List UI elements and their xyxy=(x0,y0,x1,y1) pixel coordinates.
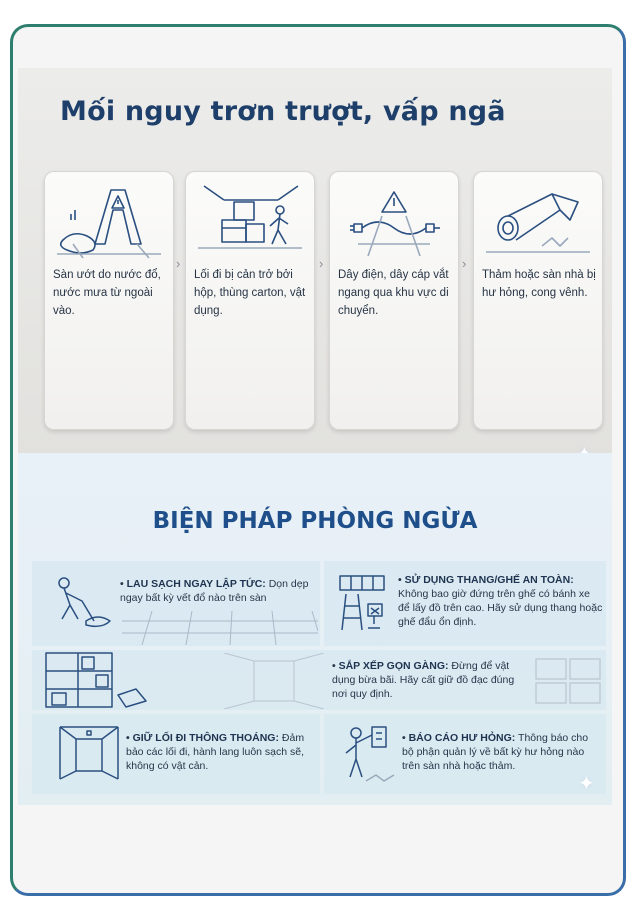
mopping-icon xyxy=(42,571,122,631)
item-heading: LAU SẠCH NGAY LẬP TỨC: xyxy=(126,578,266,590)
hazard-text: Thảm hoặc sàn nhà bị hư hỏng, cong vênh. xyxy=(482,269,596,299)
item-body: Không bao giờ đứng trên ghế có bánh xe để lấy đồ trên cao. Hãy sử dụng thang hoặc ghế đẩu ổn định. xyxy=(398,588,603,628)
clear-hallway-icon xyxy=(54,721,124,785)
cable-across-icon xyxy=(338,180,450,260)
hazard-text: Dây điện, dây cáp vắt ngang qua khu vực di chuyển. xyxy=(338,269,449,317)
hallway-decor xyxy=(224,653,324,709)
chevron-right-icon: › xyxy=(176,256,181,271)
item-body: Đảm bảo các lối đi, hành lang luôn sạch sẽ, không có vật cản. xyxy=(126,732,305,772)
wet-floor-sign-icon xyxy=(53,180,165,260)
item-body: Đừng để vật dụng bừa bãi. Hãy cất giữ đồ đạc đúng nơi quy định. xyxy=(332,660,515,700)
shelf-icon xyxy=(42,651,152,709)
hazards-section xyxy=(18,68,612,453)
item-body: Dọn dẹp ngay bất kỳ vết đổ nào trên sàn xyxy=(120,578,309,604)
hazard-card-cable xyxy=(329,171,459,430)
prevention-item: • SẮP XẾP GỌN GÀNG: Đừng để vật dụng bừa bãi. Hãy cất giữ đồ đạc đúng nơi quy định. xyxy=(332,660,515,700)
chevron-right-icon: › xyxy=(462,256,467,271)
prevention-item: • GIỮ LỐI ĐI THÔNG THOÁNG: Đảm bảo các lối đi, hành lang luôn sạch sẽ, không có vật cản. xyxy=(126,732,305,772)
chevron-right-icon: › xyxy=(319,256,324,271)
hazards-title: Mối nguy trơn trượt, vấp ngã xyxy=(60,96,506,127)
item-heading: SỬ DỤNG THANG/GHẾ AN TOÀN: xyxy=(404,574,574,586)
prevention-title: BIỆN PHÁP PHÒNG NGỪA xyxy=(152,508,478,534)
storage-shelf-decor xyxy=(534,657,602,705)
prevention-item: • SỬ DỤNG THANG/GHẾ AN TOÀN: Không bao giờ đứng trên ghế có bánh xe để lấy đồ trên cao. Hãy sử dụng thang hoặc ghế đẩu ổn định. xyxy=(398,574,603,628)
report-damage-icon xyxy=(336,721,400,787)
hazard-card-boxes xyxy=(185,171,315,430)
item-heading: GIỮ LỐI ĐI THÔNG THOÁNG: xyxy=(132,732,279,744)
hazard-card-carpet xyxy=(473,171,603,430)
prevention-item: • BÁO CÁO HƯ HỎNG: Thông báo cho bộ phận quản lý về bất kỳ hư hỏng nào trên sàn nhà hoặc thảm. xyxy=(402,732,589,772)
prevention-item: • LAU SẠCH NGAY LẬP TỨC: Dọn dẹp ngay bất kỳ vết đổ nào trên sàn xyxy=(120,578,309,604)
ladder-icon xyxy=(334,568,394,634)
damaged-carpet-icon xyxy=(482,180,594,260)
boxes-obstacle-icon xyxy=(194,180,306,260)
item-body: Thông báo cho bộ phận quản lý về bất kỳ hư hỏng nào trên sàn nhà hoặc thảm. xyxy=(402,732,589,772)
hazard-text: Sàn ướt do nước đổ, nước mưa từ ngoài vào. xyxy=(53,269,161,317)
item-heading: SẮP XẾP GỌN GÀNG: xyxy=(338,660,449,672)
prevention-section xyxy=(18,453,612,805)
sparkle-icon: ✦ xyxy=(578,773,595,795)
hazard-text: Lối đi bị cản trở bởi hộp, thùng carton, vật dụng. xyxy=(194,269,306,317)
floor-tiles-decor xyxy=(122,611,318,645)
item-heading: BÁO CÁO HƯ HỎNG: xyxy=(408,732,516,744)
hazard-card-wet-floor xyxy=(44,171,174,430)
